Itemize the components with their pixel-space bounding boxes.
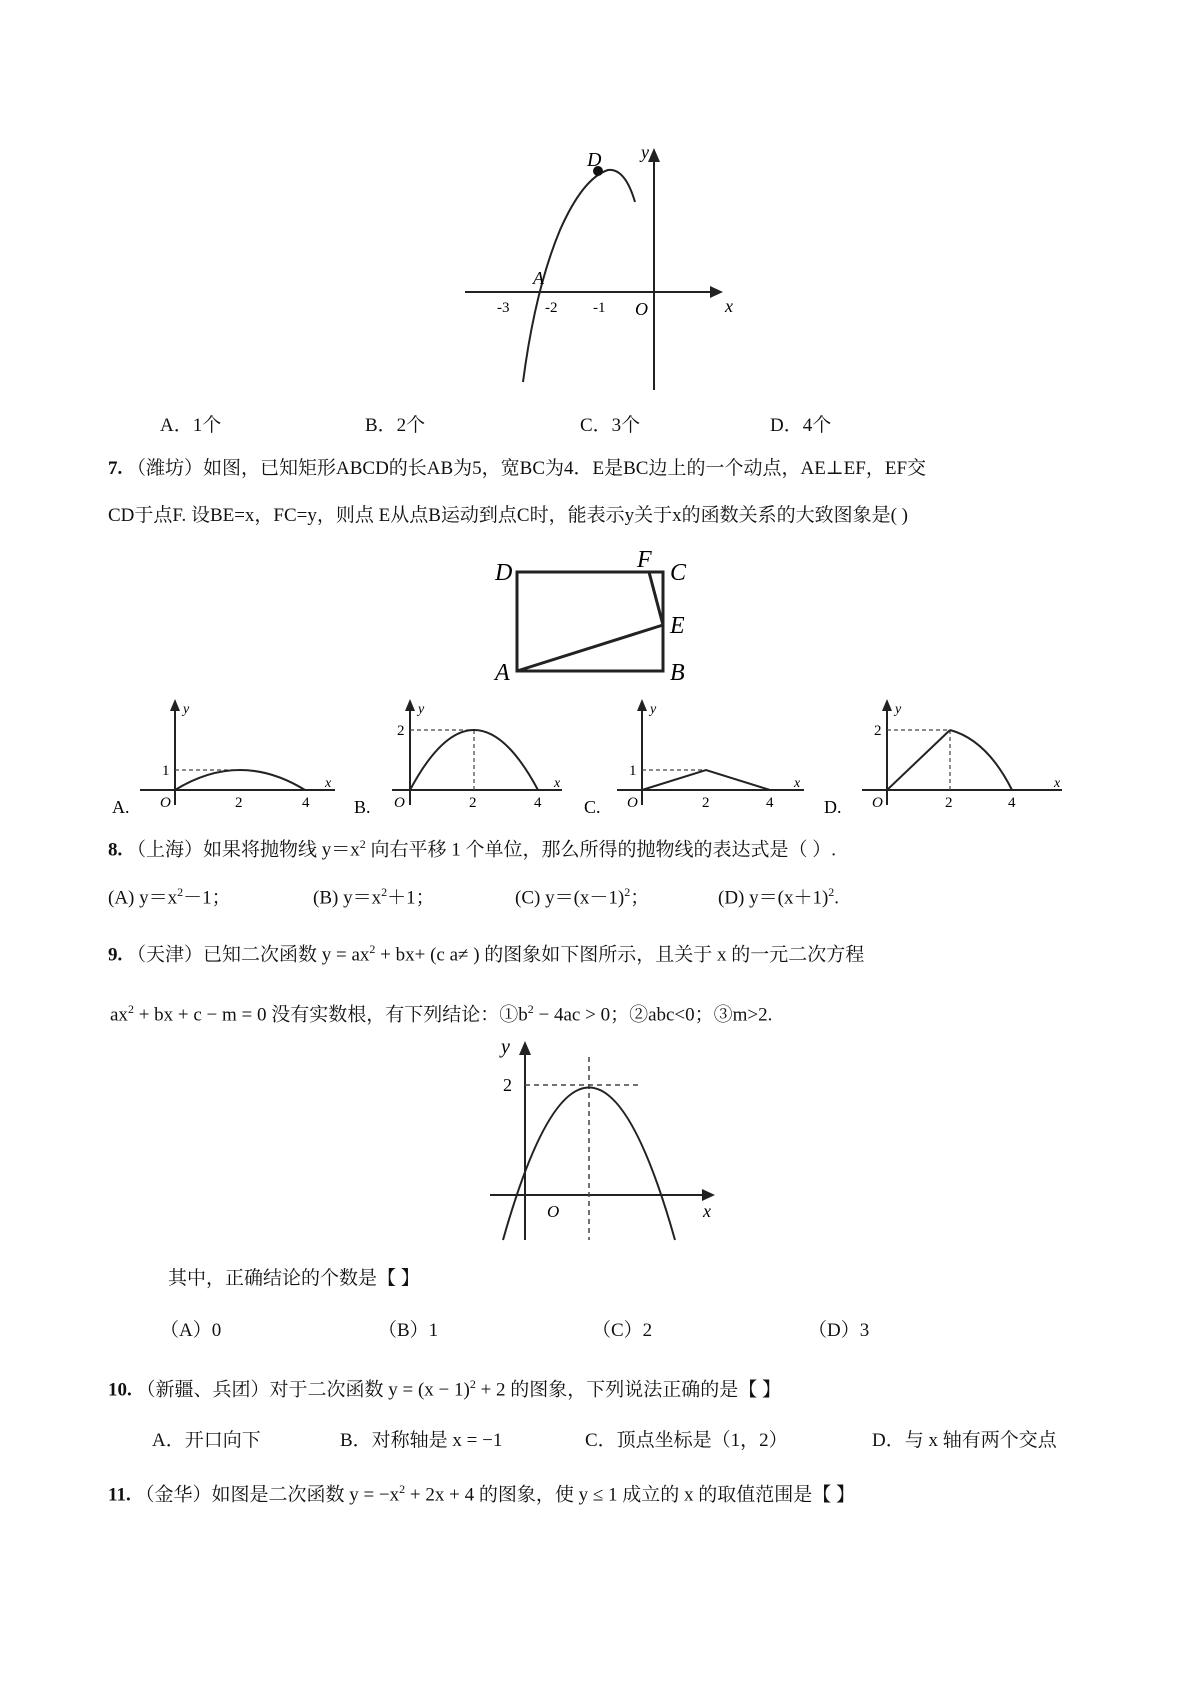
tick-neg1: -1: [593, 300, 606, 316]
y-axis-arrow: [637, 699, 647, 711]
q10-option-d[interactable]: D．与 x 轴有两个交点: [872, 1430, 1057, 1451]
label-d: D: [587, 149, 602, 171]
q7-graph-d[interactable]: [822, 695, 1072, 815]
origin-label: O: [394, 795, 405, 811]
q8-opt-b-text: (B) y＝x: [313, 887, 382, 909]
q9-text-2a: ax: [110, 1004, 128, 1026]
q11-text-a: （金华）如图是二次函数 y = −x: [135, 1484, 400, 1506]
q11-question: [108, 1475, 855, 1509]
label-peak: 2: [503, 1075, 512, 1095]
q7-line2: CD于点F. 设BE=x，FC=y，则点 E从点B运动到点C时，能表示y关于x的函数关系的大致图象是( ): [108, 505, 908, 526]
y-label: y: [183, 702, 190, 717]
y-label: y: [650, 702, 657, 717]
q8-opt-a-tail: －1；: [183, 887, 231, 909]
q9-option-a[interactable]: （A）0: [160, 1320, 222, 1341]
origin-label: O: [627, 795, 638, 811]
option-label-a: A.: [112, 797, 130, 815]
peak-label: 2: [874, 723, 882, 739]
peak-label: 2: [397, 723, 405, 739]
q8-text-b: 向右平移 1 个单位，那么所得的抛物线的表达式是（ ）.: [365, 839, 837, 861]
q11-sup: 2: [399, 1482, 406, 1496]
rectangle-abcd: [517, 572, 663, 671]
q9-sup-3: 2: [527, 1002, 534, 1016]
q10-option-b[interactable]: B．对称轴是 x = −1: [340, 1430, 503, 1451]
q10-number: 10.: [108, 1379, 132, 1401]
q10-question: [108, 1370, 781, 1404]
label-rect-b: B: [670, 660, 685, 686]
q7-rectangle-figure: [490, 550, 710, 690]
q8-opt-a-text: (A) y＝x: [108, 887, 178, 909]
tick-neg3: -3: [497, 300, 510, 316]
q6-option-b[interactable]: B．2个: [365, 415, 426, 436]
q9-sup-2: 2: [127, 1002, 134, 1016]
q6-option-a[interactable]: A．1个: [160, 415, 222, 436]
label-origin: O: [635, 299, 648, 319]
q8-opt-b-tail: ＋1；: [387, 887, 435, 909]
q9-prompt: 其中，正确结论的个数是【 】: [168, 1268, 420, 1289]
y-axis-arrow: [882, 699, 892, 711]
q8-option-b[interactable]: [313, 878, 435, 912]
q7-number: 7.: [108, 458, 123, 479]
label-rect-a: A: [495, 660, 510, 686]
label-rect-c: C: [670, 560, 687, 586]
q11-text-b: + 2x + 4 的图象，使 y ≤ 1 成立的 x 的取值范围是【 】: [405, 1484, 855, 1506]
q8-number: 8.: [108, 839, 123, 861]
segment-ef: [649, 572, 663, 625]
y-axis-arrow: [405, 699, 415, 711]
q9-text-1a: （天津）已知二次函数 y = ax: [127, 944, 370, 966]
q6-option-d[interactable]: D．4个: [770, 415, 832, 436]
q8-option-d[interactable]: [718, 878, 839, 912]
tick-2: 2: [702, 795, 710, 811]
q9-text-1b: + bx+ (c a≠ ) 的图象如下图所示，且关于 x 的一元二次方程: [375, 944, 865, 966]
label-y: y: [501, 1036, 510, 1058]
parabola-curve: [503, 1088, 675, 1241]
q8-text-a: （上海）如果将抛物线 y＝x: [127, 839, 360, 861]
q10-text-b: + 2 的图象，下列说法正确的是【 】: [475, 1379, 782, 1401]
q10-text-a: （新疆、兵团）对于二次函数 y = (x − 1): [136, 1379, 470, 1401]
label-x: x: [725, 296, 733, 316]
q8-opt-d-text: (D) y＝(x＋1): [718, 887, 829, 909]
curve: [642, 770, 770, 790]
tick-2: 2: [469, 795, 477, 811]
q8-opt-b-sup: 2: [381, 885, 388, 899]
label-x: x: [703, 1201, 711, 1221]
q9-option-d[interactable]: （D）3: [808, 1320, 870, 1341]
q9-text-2c: − 4ac > 0；②abc<0；③m>2.: [533, 1004, 773, 1026]
label-rect-f: F: [637, 550, 652, 573]
peak-label: 1: [162, 763, 170, 779]
tick-2: 2: [235, 795, 243, 811]
tick-4: 4: [1008, 795, 1016, 811]
option-label-d: D.: [824, 797, 842, 815]
q8-opt-d-sup: 2: [828, 885, 835, 899]
q7-line1: [108, 455, 926, 483]
q8-opt-c-sup: 2: [624, 885, 631, 899]
label-rect-d: D: [495, 560, 513, 586]
x-axis-arrow: [710, 286, 723, 298]
tick-4: 4: [534, 795, 542, 811]
q8-opt-d-tail: .: [834, 887, 840, 909]
y-axis-arrow: [519, 1041, 531, 1055]
origin-label: O: [160, 795, 171, 811]
q7-graph-c[interactable]: [582, 695, 812, 815]
x-label: x: [554, 776, 561, 791]
q9-line2: [110, 995, 772, 1029]
q8-opt-c-tail: ；: [630, 887, 650, 909]
curve: [175, 770, 305, 790]
label-a: A: [533, 268, 544, 288]
q9-sup-1: 2: [369, 942, 376, 956]
q10-sup: 2: [469, 1377, 476, 1391]
falling-curve: [950, 730, 1012, 790]
q8-option-c[interactable]: [515, 878, 649, 912]
q6-graph: [465, 140, 755, 390]
origin-label: O: [872, 795, 883, 811]
tick-neg2: -2: [545, 300, 558, 316]
tick-4: 4: [302, 795, 310, 811]
q11-number: 11.: [108, 1484, 131, 1506]
rising-segment: [887, 730, 950, 790]
q9-option-b[interactable]: （B）1: [378, 1320, 439, 1341]
q10-option-a[interactable]: A．开口向下: [152, 1430, 261, 1451]
x-label: x: [1054, 776, 1061, 791]
q8-question: [108, 830, 836, 864]
x-label: x: [794, 776, 801, 791]
y-label: y: [418, 702, 425, 717]
q8-opt-c-text: (C) y＝(x－1): [515, 887, 625, 909]
segment-ae: [517, 625, 663, 671]
q7-graph-a[interactable]: [110, 695, 340, 815]
q8-option-a[interactable]: [108, 878, 231, 912]
option-label-b: B.: [354, 797, 371, 815]
q9-line1: [108, 935, 864, 969]
y-axis-arrow: [648, 148, 660, 162]
option-label-c: C.: [584, 797, 601, 815]
q8-sup: 2: [359, 837, 366, 851]
q9-option-c[interactable]: （C）2: [592, 1320, 653, 1341]
peak-label: 1: [629, 763, 637, 779]
label-origin: O: [547, 1202, 560, 1221]
q7-text-line1: （潍坊）如图，已知矩形ABCD的长AB为5，宽BC为4．E是BC边上的一个动点，AE⊥EF，EF交: [127, 458, 927, 479]
label-rect-e: E: [670, 613, 685, 639]
q10-option-c[interactable]: C．顶点坐标是（1，2）: [585, 1430, 788, 1451]
q7-graph-b[interactable]: [352, 695, 582, 815]
q8-opt-a-sup: 2: [177, 885, 184, 899]
tick-4: 4: [766, 795, 774, 811]
x-label: x: [325, 776, 332, 791]
q9-graph: [485, 1035, 735, 1245]
label-y: y: [641, 142, 649, 162]
q6-option-c[interactable]: C．3个: [580, 415, 641, 436]
q9-number: 9.: [108, 944, 123, 966]
tick-2: 2: [945, 795, 953, 811]
x-axis-arrow: [702, 1189, 715, 1201]
q9-text-2b: + bx + c − m = 0 没有实数根，有下列结论：①b: [133, 1004, 528, 1026]
y-label: y: [895, 702, 902, 717]
y-axis-arrow: [170, 699, 180, 711]
